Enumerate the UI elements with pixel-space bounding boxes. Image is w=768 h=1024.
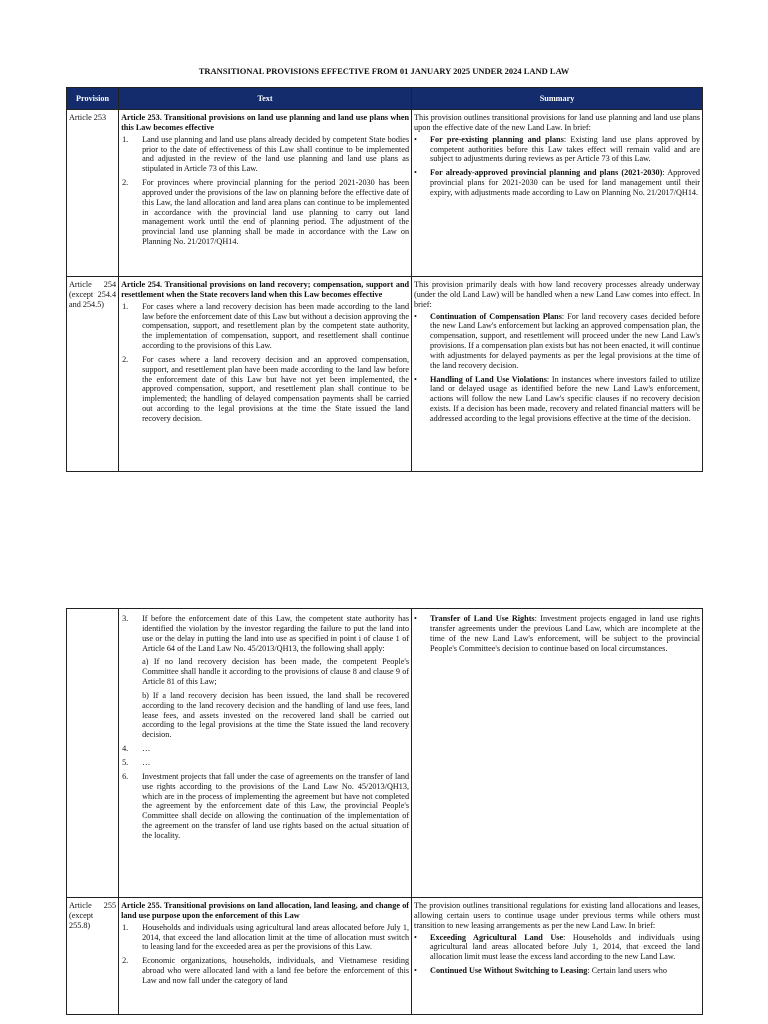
article-title: Article 255. Transitional provisions on land allocation, land leasing, and change of land use purpose upon the enforcement of this Law xyxy=(121,901,410,920)
table-row-article-253 xyxy=(67,110,703,277)
summary-bullet: • For pre-existing planning and plans: Existing land use plans approved by competent authorities before this Law takes effect will remain valid and are subject to adjustments during reviews as per Article 73 of this Law. xyxy=(414,134,701,164)
summary-cell xyxy=(412,898,703,1015)
article-title: Article 254. Transitional provisions on land recovery; compensation, support and resettlement when the State recovers land when this Law becomes effective xyxy=(121,280,410,299)
table-header-row xyxy=(67,88,703,110)
clause-item: 5. … xyxy=(122,757,151,767)
clause-item: 1. Land use planning and land use plans already decided by competent State bodies prior to the date of effectiveness of this Law shall continue to be implemented and adjusted in the review of the land use planning and land use plans as stipulated in Article 73 of this Law. xyxy=(122,134,410,174)
summary-bullet: • Exceeding Agricultural Land Use: Households and individuals using agricultural land areas allocated before July 1, 2014, that exceed the land allocation limit must lease the excess land according to the new Land Law. xyxy=(414,932,700,962)
header-text: Text xyxy=(119,88,412,110)
clause-list xyxy=(121,923,409,986)
summary-bullet: • Continued Use Without Switching to Leasing: Certain land users who xyxy=(414,966,667,976)
clause-item: 1. Households and individuals using agricultural land areas allocated before July 1, 2014, that exceed the land allocation limit at the time of allocation must switch to leasing land for the exceeded area as per the provisions of this Law. xyxy=(122,922,410,952)
table-row-article-254-continued xyxy=(67,609,703,898)
summary-cell xyxy=(412,609,703,898)
provision-cell xyxy=(67,609,119,898)
provision-cell: Article 254 (except 254.4 and 254.5) xyxy=(67,277,119,472)
summary-bullet: • For already-approved provincial planning and plans (2021-2030): Approved provincial plans for 2021-2030 can be used for land management until their expiry, with adjustments made according to Law on Planning No. 21/2017/QH14. xyxy=(414,168,700,197)
clause-item: 2. For provinces where provincial planning for the period 2021-2030 has been approved under the provisions of the law on planning before the effective date of this Law, the land allocation and land area plans can continue to be implemented in accordance with the provincial land use planning to carry out land management work until the end of planning period. The adjustment of the provincial land use planning shall be made in accordance with the Law on Planning No. 21/2017/QH14. xyxy=(122,178,410,247)
summary-bullets xyxy=(414,135,700,198)
clause-list xyxy=(121,302,409,424)
sub-clause-a: a) If no land recovery decision has been made, the competent People's Committee shall handle it according to the provisions of clause 8 and clause 9 of Article 81 of this Law; xyxy=(142,657,410,687)
article-title: Article 253. Transitional provisions on land use planning and land use plans when this Law becomes effective xyxy=(121,113,410,132)
provision-cell: Article 255 (except 255.8) xyxy=(67,898,119,1015)
clause-list xyxy=(121,135,409,247)
summary-bullets xyxy=(414,933,700,976)
summary-intro: The provision outlines transitional regulations for existing land allocations and leases, allowing certain users to continue usage under previous terms while others must transition to new leasing arrangements as per the new Land Law. In brief: xyxy=(414,901,700,930)
header-summary: Summary xyxy=(412,88,703,110)
summary-cell xyxy=(412,277,703,472)
clause-item: 1. For cases where a land recovery decision has been made according to the land law before the enforcement date of this Law but without a decision approving the compensation, support, and resettlement plan by the competent state authority, the implementation of compensation, support, and resettlement shall continue according to the provisions of this Law. xyxy=(122,301,410,351)
header-provision: Provision xyxy=(67,88,119,110)
clause-list xyxy=(121,614,409,841)
text-cell xyxy=(119,898,412,1015)
clause-item: 4. … xyxy=(122,744,151,754)
text-cell xyxy=(119,609,412,898)
provisions-table-page-1 xyxy=(66,87,703,472)
document-title: TRANSITIONAL PROVISIONS EFFECTIVE FROM 01 JANUARY 2025 UNDER 2024 LAND LAW xyxy=(198,66,570,76)
clause-item: 3. If before the enforcement date of this Law, the competent state authority has identified the violation by the investor regarding the failure to put the land into use or the delay in putting the land into use as specified in point i of clause 1 of Article 64 of the Land Law No. 45/2013/QH13, the following shall apply: a) If no land recovery decision has been made, the competent People's Committee shall handle it according to the provisions of clause 8 and clause 9 of Article 81 of this Law; b) If a land recovery decision has been issued, the land shall be recovered according to the land recovery decision and the handling of land use fees, land lease fees, and assets invested on the recovered land shall be carried out according to the legal provisions at the time the State issued the land recovery decision. xyxy=(122,614,410,740)
table-row-article-255 xyxy=(67,898,703,1015)
table-row-article-254 xyxy=(67,277,703,472)
summary-bullet: • Handling of Land Use Violations: In instances where investors failed to utilize land or delayed usage as identified before the new Land Law's enforcement, actions will follow the new Land Law's specific clauses if no recovery decision exists. If a decision has been made, recovery and related financial matters will be addressed according to the legal provisions effective at the time of the decision. xyxy=(414,374,701,423)
summary-intro: This provision outlines transitional provisions for land use planning and land use plans upon the effective date of the new Land Law. In brief: xyxy=(414,113,700,132)
summary-bullet: • Continuation of Compensation Plans: For land recovery cases decided before the new Land Law's enforcement but lacking an approved compensation plan, the compensation, support, and resettlement will proceed under the new Land Law's provisions. If a compensation plan exists but has not been enacted, it will continue with adjustments for delayed payments as per the legal provisions at the time of the land recovery decision. xyxy=(414,311,700,370)
summary-intro: This provision primarily deals with how land recovery processes already underway (under the old Land Law) will be handled when a new Land Law comes into effect. In brief: xyxy=(414,280,700,309)
provisions-table-page-2 xyxy=(66,608,703,1015)
clause-item: 6. Investment projects that fall under the case of agreements on the transfer of land use rights according to the provisions of the Land Law No. 45/2013/QH13, which are in the process of implementing the agreement but have not completed the agreement by the enforcement date of this Law, the provincial People's Committee shall decide on allowing the continuation of the implementation of the agreement on the transfer of land use rights based on the actual situation of the locality. xyxy=(122,771,410,840)
text-cell xyxy=(119,110,412,277)
provision-cell: Article 253 xyxy=(67,110,119,277)
clause-item: 2. For cases where a land recovery decision and an approved compensation, support, and resettlement plan have been made according to the land law before the enforcement date of this Law but have not yet been implemented, the approved compensation, support, and resettlement plan shall continue to be implemented; the handling of delayed compensation payments shall be carried out according to the legal provisions at the time the State issued the land recovery decision. xyxy=(122,354,410,423)
text-cell xyxy=(119,277,412,472)
summary-bullet: • Transfer of Land Use Rights: Investment projects engaged in land use rights transfer agreements under the previous Land Law, which are incomplete at the time of the new Land Law's enforcement, will be subject to the provincial People's Committee's decision to continue based on local circumstances. xyxy=(414,614,700,653)
clause-item: 2. Economic organizations, households, individuals, and Vietnamese residing abroad who were allocated land with a land fee before the enforcement of this Law and now fall under the category of land xyxy=(122,956,410,985)
summary-bullets xyxy=(414,614,700,653)
summary-cell xyxy=(412,110,703,277)
summary-bullets xyxy=(414,312,700,424)
sub-clause-b: b) If a land recovery decision has been issued, the land shall be recovered according to the land recovery decision and the handling of land use fees, land lease fees, and assets invested on the recovered land shall be carried out according to the legal provisions at the time the State issued the land recovery decision. xyxy=(142,690,410,740)
